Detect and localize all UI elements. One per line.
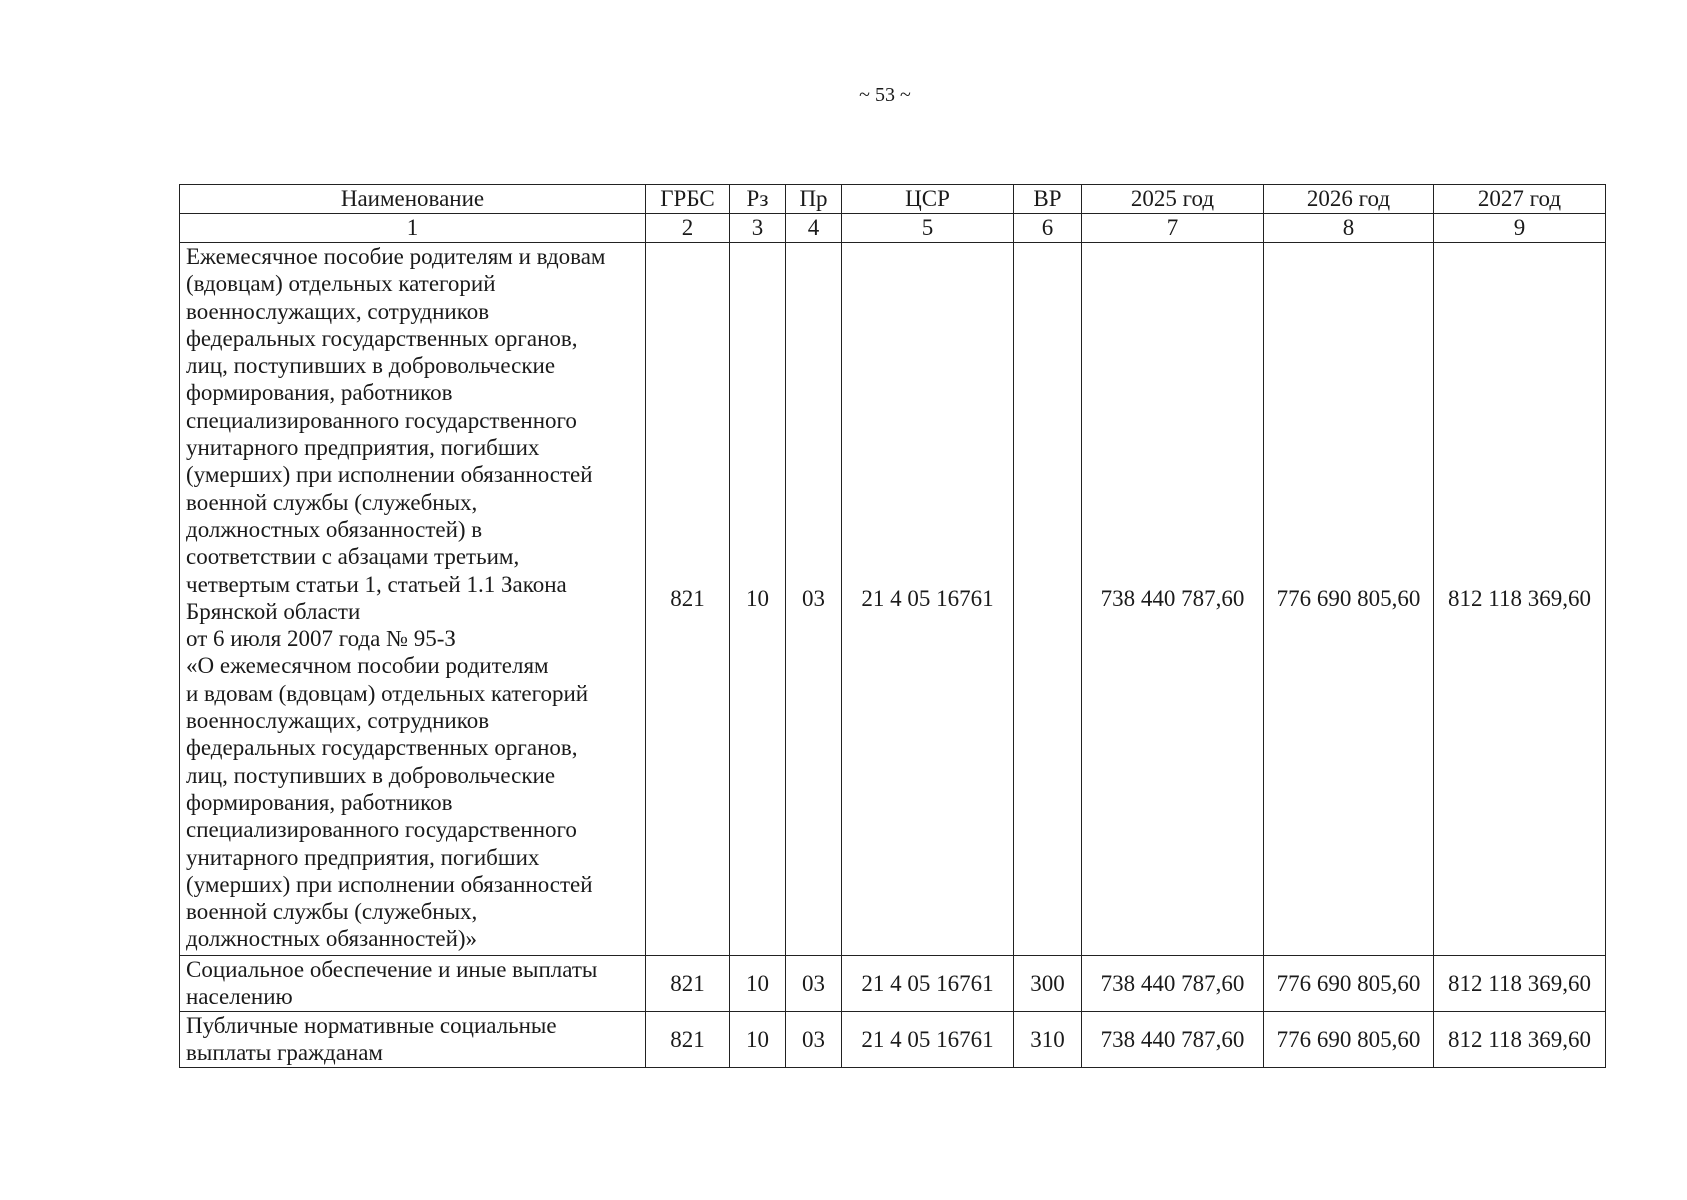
column-number: 7 — [1082, 214, 1264, 243]
csr-cell: 21 4 05 16761 — [842, 243, 1014, 956]
amount-2026-cell: 776 690 805,60 — [1264, 1012, 1434, 1068]
csr-cell: 21 4 05 16761 — [842, 1012, 1014, 1068]
name-line: лиц, поступивших в добровольческие — [186, 762, 556, 788]
csr-cell: 21 4 05 16761 — [842, 956, 1014, 1012]
grbs-cell: 821 — [646, 1012, 730, 1068]
grbs-cell: 821 — [646, 243, 730, 956]
name-line: должностных обязанностей)» — [186, 926, 478, 952]
pr-cell: 03 — [786, 1012, 842, 1068]
row-name-cell — [180, 243, 646, 956]
column-number-row — [180, 214, 1606, 243]
grbs-cell: 821 — [646, 956, 730, 1012]
name-line: военной службы (служебных, — [186, 899, 478, 925]
budget-table — [179, 184, 1606, 1068]
amount-2025-cell: 738 440 787,60 — [1082, 243, 1264, 956]
rz-cell: 10 — [730, 1012, 786, 1068]
column-number: 1 — [180, 214, 646, 243]
header-2026: 2026 год — [1264, 185, 1434, 214]
name-line: унитарного предприятия, погибших — [186, 435, 540, 461]
name-line: федеральных государственных органов, — [186, 735, 578, 761]
column-number: 2 — [646, 214, 730, 243]
column-number: 6 — [1014, 214, 1082, 243]
row-name-cell — [180, 956, 646, 1012]
header-2025: 2025 год — [1082, 185, 1264, 214]
name-line: формирования, работников — [186, 380, 453, 406]
column-number: 8 — [1264, 214, 1434, 243]
name-line: «О ежемесячном пособии родителям — [186, 653, 549, 679]
column-number: 5 — [842, 214, 1014, 243]
header-name: Наименование — [180, 185, 646, 214]
header-vr: ВР — [1014, 185, 1082, 214]
name-line: (вдовцам) отдельных категорий — [186, 271, 496, 297]
amount-2027-cell: 812 118 369,60 — [1434, 1012, 1606, 1068]
rz-cell: 10 — [730, 243, 786, 956]
table-row — [180, 1012, 1606, 1068]
column-number: 3 — [730, 214, 786, 243]
name-line: соответствии с абзацами третьим, — [186, 544, 520, 570]
name-line: и вдовам (вдовцам) отдельных категорий — [186, 680, 589, 706]
row-name-cell — [180, 1012, 646, 1068]
amount-2027-cell: 812 118 369,60 — [1434, 956, 1606, 1012]
name-line: должностных обязанностей) в — [186, 516, 483, 542]
header-rz: Рз — [730, 185, 786, 214]
name-line: (умерших) при исполнении обязанностей — [186, 871, 593, 897]
name-line: военнослужащих, сотрудников — [186, 708, 490, 734]
name-line: унитарного предприятия, погибших — [186, 844, 540, 870]
name-line: Ежемесячное пособие родителям и вдовам — [186, 244, 606, 269]
name-line: выплаты гражданам — [186, 1040, 383, 1066]
name-line: формирования, работников — [186, 789, 453, 815]
name-line: федеральных государственных органов, — [186, 325, 578, 351]
name-line: специализированного государственного — [186, 407, 577, 433]
header-pr: Пр — [786, 185, 842, 214]
amount-2027-cell: 812 118 369,60 — [1434, 243, 1606, 956]
name-line: лиц, поступивших в добровольческие — [186, 353, 556, 379]
column-number: 4 — [786, 214, 842, 243]
amount-2026-cell: 776 690 805,60 — [1264, 956, 1434, 1012]
name-line: Социальное обеспечение и иные выплаты — [186, 957, 598, 982]
name-line: Публичные нормативные социальные — [186, 1013, 557, 1038]
name-line: военнослужащих, сотрудников — [186, 298, 490, 324]
table-row — [180, 243, 1606, 956]
header-2027: 2027 год — [1434, 185, 1606, 214]
table-header-row — [180, 185, 1606, 214]
name-line: специализированного государственного — [186, 817, 577, 843]
amount-2025-cell: 738 440 787,60 — [1082, 1012, 1264, 1068]
rz-cell: 10 — [730, 956, 786, 1012]
vr-cell — [1014, 243, 1082, 956]
amount-2025-cell: 738 440 787,60 — [1082, 956, 1264, 1012]
pr-cell: 03 — [786, 243, 842, 956]
name-line: населению — [186, 984, 293, 1010]
header-csr: ЦСР — [842, 185, 1014, 214]
header-grbs: ГРБС — [646, 185, 730, 214]
name-line: (умерших) при исполнении обязанностей — [186, 462, 593, 488]
amount-2026-cell: 776 690 805,60 — [1264, 243, 1434, 956]
vr-cell: 310 — [1014, 1012, 1082, 1068]
name-line: военной службы (служебных, — [186, 489, 478, 515]
name-line: Брянской области — [186, 598, 361, 624]
vr-cell: 300 — [1014, 956, 1082, 1012]
table-row — [180, 956, 1606, 1012]
name-line: от 6 июля 2007 года № 95-З — [186, 626, 456, 652]
pr-cell: 03 — [786, 956, 842, 1012]
name-line: четвертым статьи 1, статьей 1.1 Закона — [186, 571, 567, 597]
column-number: 9 — [1434, 214, 1606, 243]
page-number: ~ 53 ~ — [859, 84, 911, 106]
